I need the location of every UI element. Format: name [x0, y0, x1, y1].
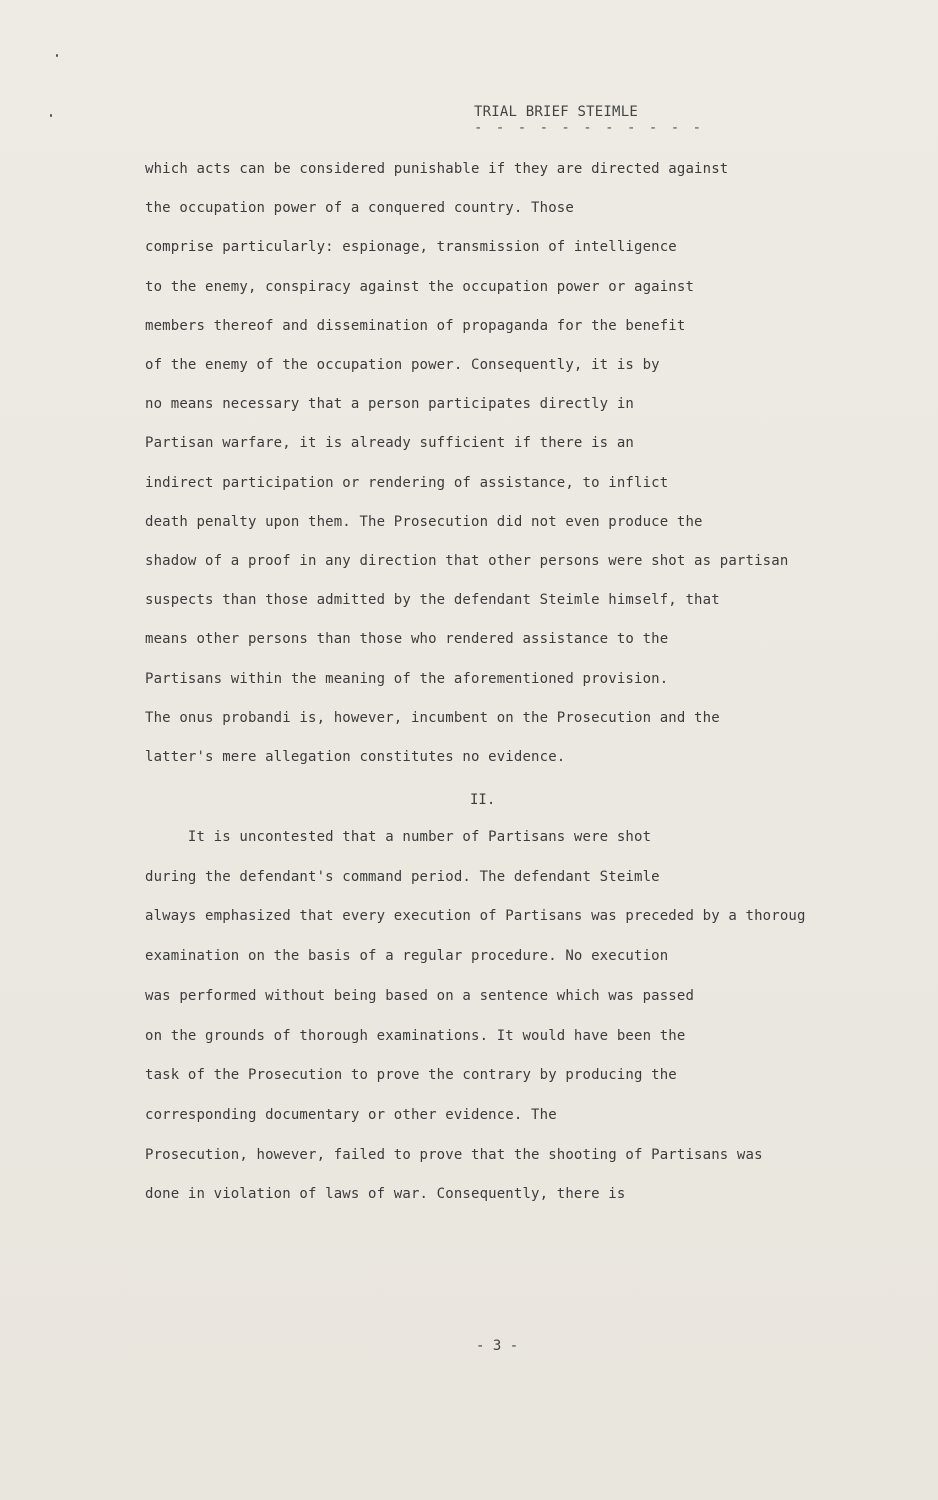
text-line: task of the Prosecution to prove the contrary by producing the — [145, 1067, 677, 1084]
text-line: Prosecution, however, failed to prove that the shooting of Partisans was — [145, 1146, 763, 1163]
text-line: latter's mere allegation constitutes no evidence. — [145, 749, 566, 765]
text-line: was performed without being based on a sentence which was passed — [145, 987, 695, 1004]
text-line: corresponding documentary or other evidence. The — [145, 1106, 557, 1123]
text-line: done in violation of laws of war. Consequently, there is — [145, 1186, 626, 1203]
header-underline: - - - - - - - - - - - — [474, 120, 704, 136]
text-line: The onus probandi is, however, incumbent on the Prosecution and the — [145, 709, 720, 726]
page-number: - 3 - — [476, 1338, 519, 1354]
punch-mark — [56, 54, 58, 57]
section-number: II. — [470, 792, 496, 808]
text-line: which acts can be considered punishable if they are directed against — [145, 161, 729, 177]
text-line: during the defendant's command period. The defendant Steimle — [145, 868, 660, 885]
text-line: Partisans within the meaning of the aforementioned provision. — [145, 670, 669, 687]
document-header: TRIAL BRIEF STEIMLE — [474, 104, 638, 120]
text-line: shadow of a proof in any direction that other persons were shot as partisan — [145, 553, 789, 569]
text-line: comprise particularly: espionage, transmission of intelligence — [145, 239, 677, 256]
text-line: to the enemy, conspiracy against the occupation power or against — [145, 278, 695, 295]
text-line: Partisan warfare, it is already sufficient if there is an — [145, 435, 634, 452]
text-line: indirect participation or rendering of assistance, to inflict — [145, 474, 669, 491]
text-line: the occupation power of a conquered country. Those — [145, 200, 574, 217]
text-line: on the grounds of thorough examinations. It would have been the — [145, 1027, 686, 1044]
text-line: no means necessary that a person participates directly in — [145, 396, 634, 413]
text-line: examination on the basis of a regular procedure. No execution — [145, 948, 669, 965]
text-line: suspects than those admitted by the defendant Steimle himself, that — [145, 592, 720, 609]
text-line: means other persons than those who rendered assistance to the — [145, 631, 669, 648]
text-line: of the enemy of the occupation power. Consequently, it is by — [145, 357, 660, 373]
punch-mark — [50, 114, 52, 117]
text-line: It is uncontested that a number of Partisans were shot — [145, 829, 652, 845]
text-line: always emphasized that every execution of Partisans was preceded by a thoroug — [145, 908, 806, 925]
text-line: members thereof and dissemination of propaganda for the benefit — [145, 317, 686, 334]
text-line: death penalty upon them. The Prosecution did not even produce the — [145, 513, 703, 530]
